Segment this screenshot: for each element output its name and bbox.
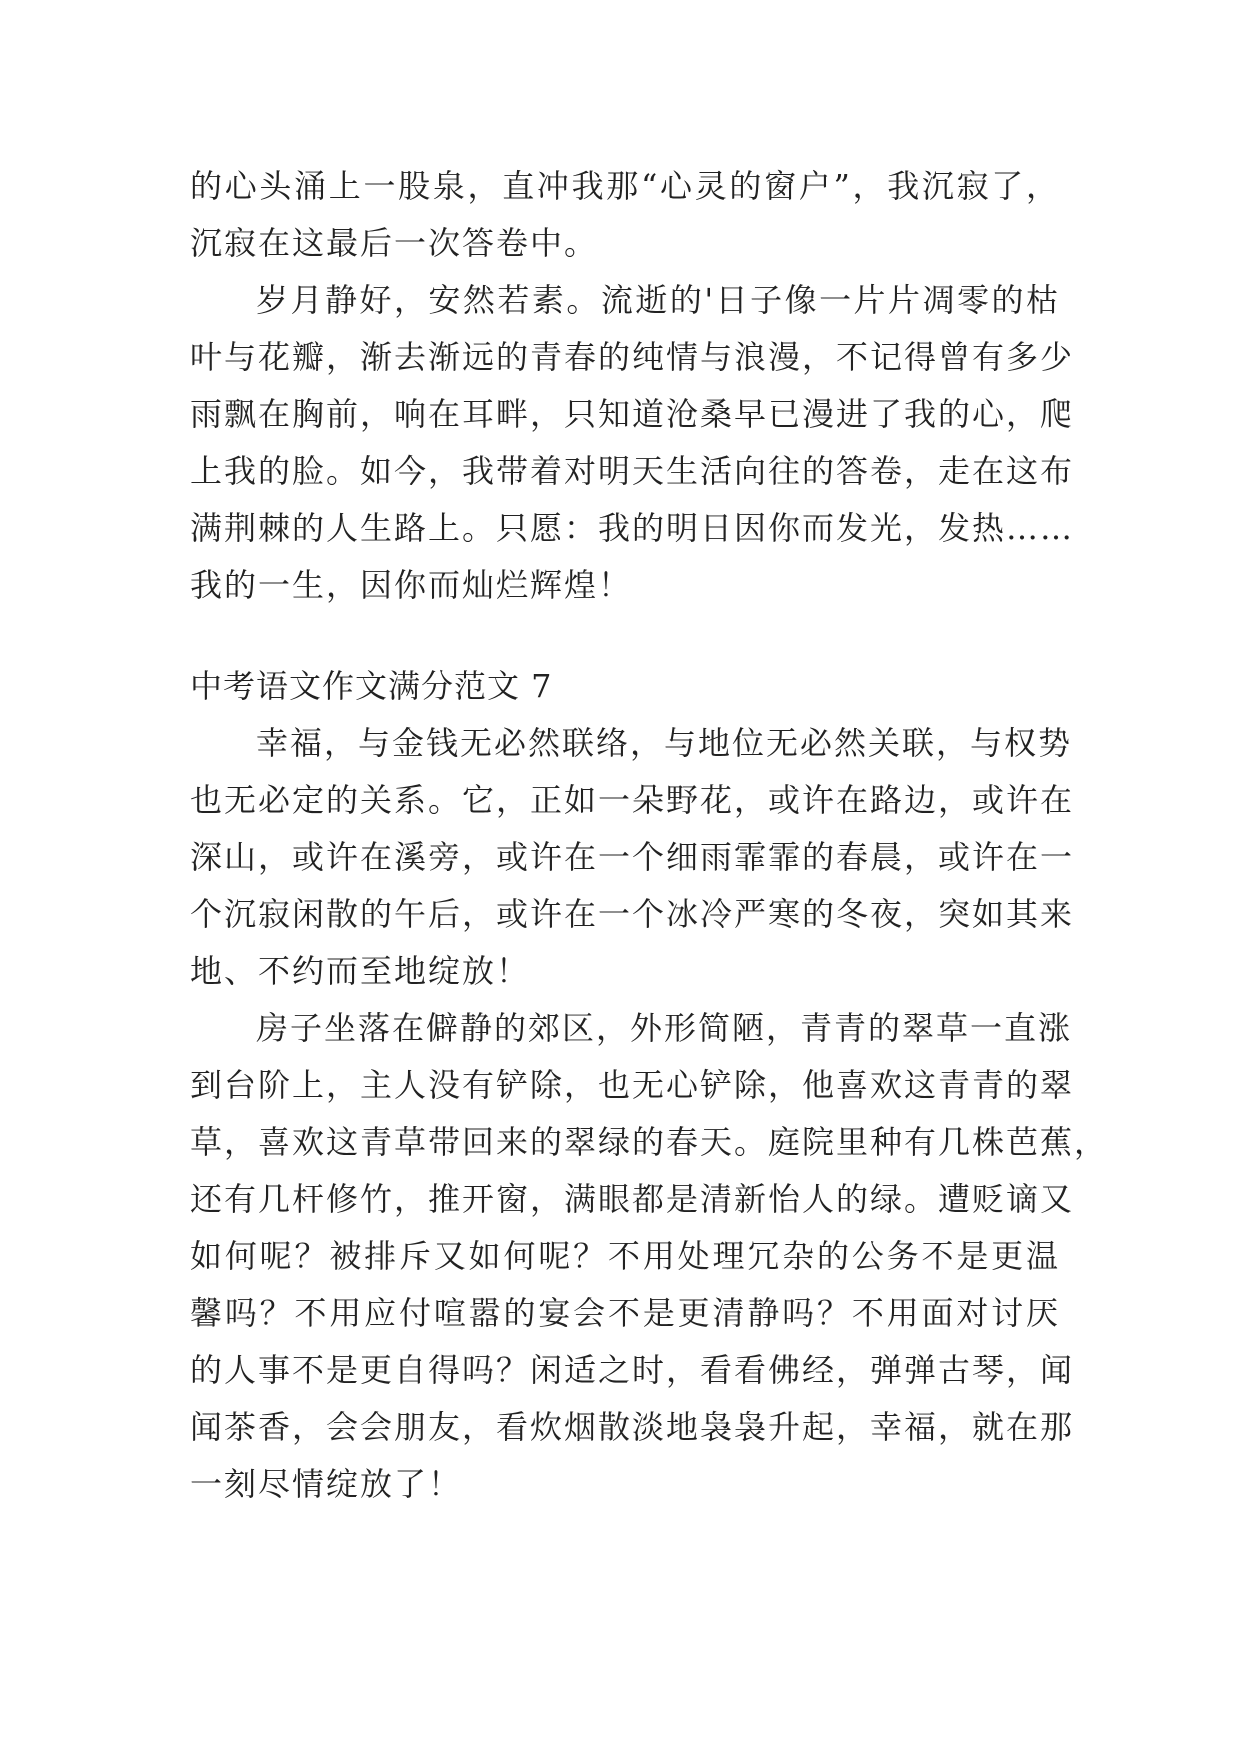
- text-line: 幸福，与金钱无必然联络，与地位无必然关联，与权势: [256, 724, 1073, 762]
- text-line: 深山，或许在溪旁，或许在一个细雨霏霏的春晨，或许在一: [190, 838, 1075, 876]
- document-page: [190, 158, 1109, 1513]
- section-title: 中考语文作文满分范文 7: [190, 667, 553, 705]
- text-line: 个沉寂闲散的午后，或许在一个冰冷严寒的冬夜，突如其来: [190, 895, 1075, 933]
- text-line: 还有几杆修竹，推开窗，满眼都是清新怡人的绿。遭贬谪又: [190, 1180, 1075, 1218]
- text-line: 沉寂在这最后一次答卷中。: [190, 224, 599, 262]
- paragraph-4: [190, 1000, 1109, 1513]
- text-line: 一刻尽情绽放了！: [190, 1465, 463, 1503]
- text-line: 叶与花瓣，渐去渐远的青春的纯情与浪漫，不记得曾有多少: [190, 338, 1075, 376]
- text-line: 的人事不是更自得吗？闲适之时，看看佛经，弹弹古琴，闻: [190, 1351, 1075, 1389]
- text-line: 馨吗？不用应付喧嚣的宴会不是更清静吗？不用面对讨厌: [190, 1294, 1060, 1332]
- text-line: 雨飘在胸前，响在耳畔，只知道沧桑早已漫进了我的心，爬: [190, 395, 1075, 433]
- text-line: 的心头涌上一股泉，直冲我那“心灵的窗户”，我沉寂了，: [190, 167, 1060, 205]
- text-line: 草，喜欢这青草带回来的翠绿的春天。庭院里种有几株芭蕉，: [190, 1123, 1109, 1161]
- text-line: 如何呢？被排斥又如何呢？不用处理冗杂的公务不是更温: [190, 1237, 1060, 1275]
- text-line: 满荆棘的人生路上。只愿：我的明日因你而发光，发热……: [190, 509, 1075, 547]
- text-line: 地、不约而至地绽放！: [190, 952, 531, 990]
- text-line: 上我的脸。如今，我带着对明天生活向往的答卷，走在这布: [190, 452, 1075, 490]
- text-line: 也无必定的关系。它，正如一朵野花，或许在路边，或许在: [190, 781, 1075, 819]
- paragraph-1: [190, 158, 1060, 272]
- text-line: 房子坐落在僻静的郊区，外形简陋，青青的翠草一直涨: [256, 1009, 1073, 1047]
- text-line: 我的一生，因你而灿烂辉煌！: [190, 566, 633, 604]
- paragraph-3: [190, 715, 1075, 1000]
- text-line: 闻茶香，会会朋友，看炊烟散淡地袅袅升起，幸福，就在那: [190, 1408, 1075, 1446]
- paragraph-2: [190, 272, 1075, 614]
- text-line: 岁月静好，安然若素。流逝的'日子像一片片凋零的枯: [256, 281, 1060, 319]
- text-line: 到台阶上，主人没有铲除，也无心铲除，他喜欢这青青的翠: [190, 1066, 1075, 1104]
